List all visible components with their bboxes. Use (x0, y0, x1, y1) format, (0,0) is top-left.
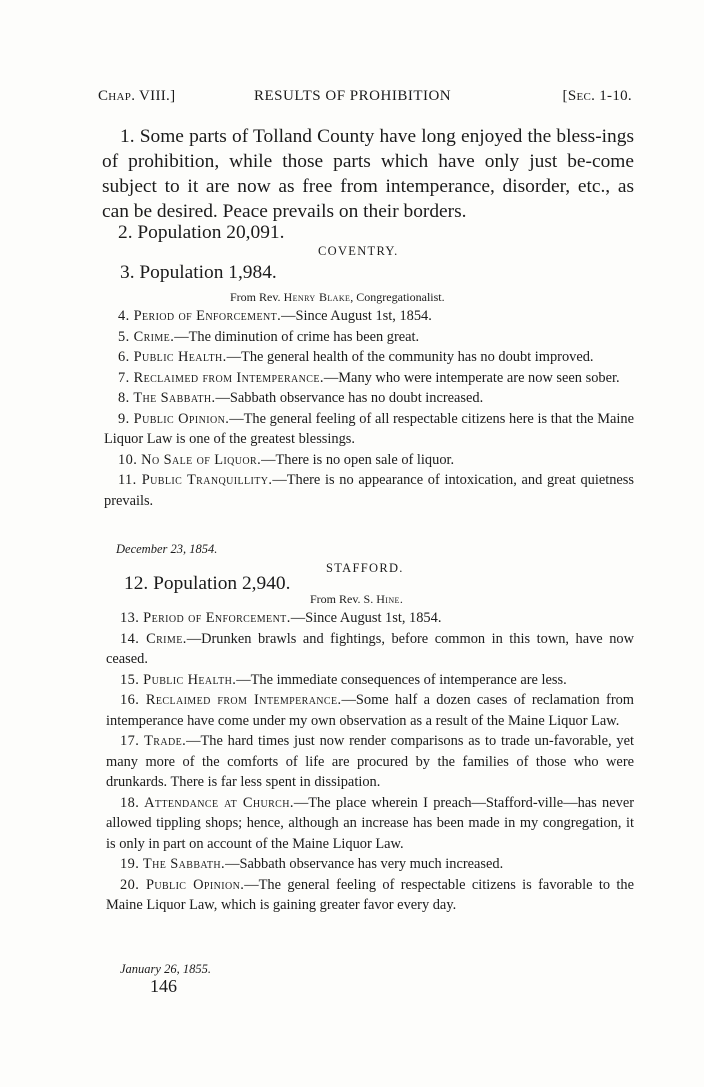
item-19 (106, 854, 634, 875)
item-text: —Since August 1st, 1854. (281, 308, 432, 324)
item-text: —The general health of the community has no doubt improved. (226, 349, 594, 365)
date-stafford: January 26, 1855. (120, 962, 211, 976)
item-17 (106, 731, 634, 793)
item-15 (106, 670, 634, 691)
attribution-prefix: From Rev. (230, 290, 284, 304)
item-text: —The general feeling of all respectable citizens here is that the Maine Liquor Law is one of the greatest blessings. (104, 410, 634, 447)
item-6 (104, 347, 634, 368)
item-label: 6. Public Health. (118, 349, 227, 365)
item-label: 9. Public Opinion. (118, 410, 230, 427)
item-label: 7. Reclaimed from Intemperance. (118, 369, 324, 386)
attribution-stafford (310, 592, 403, 607)
attribution-suffix: . (399, 592, 403, 606)
item-text: —The general feeling of respectable citizens is favorable to the Maine Liquor Law, which is gaining greater favor every day. (106, 876, 634, 913)
item-text: —The diminution of crime has been great. (174, 328, 420, 345)
chapter-label: Chap. VIII.] (98, 88, 176, 104)
item-10 (104, 450, 634, 471)
item-8 (104, 388, 634, 409)
attribution-name: Henry Blake (283, 290, 351, 304)
item-text: —Since August 1st, 1854. (290, 610, 442, 626)
item-text: —The place wherein I preach—Stafford-ville—has never allowed tippling shops; hence, although an increase has been made in my congregation, it is only in part on account of the Maine Liquor Law. (106, 794, 634, 852)
item-label: 4. Period of Enforcement. (118, 308, 282, 324)
coventry-items (104, 306, 634, 511)
attribution-prefix: From Rev. S. (310, 592, 377, 606)
section-label: [Sec. 1-10. (562, 88, 632, 104)
stafford-items (106, 608, 634, 916)
item-label: 8. The Sabbath. (118, 390, 216, 406)
population-tolland: 2. Population 20,091. (118, 222, 285, 243)
running-header (98, 88, 638, 110)
item-4 (104, 306, 634, 327)
item-label: 10. No Sale of Liquor. (118, 451, 262, 468)
item-text: —Sabbath observance has no doubt increased. (215, 390, 484, 406)
population-coventry: 3. Population 1,984. (120, 262, 277, 283)
attribution-coventry (230, 290, 445, 305)
item-11 (104, 470, 634, 511)
attribution-suffix: , Congregationalist. (350, 290, 445, 304)
page-number: 146 (150, 976, 177, 996)
item-label: 13. Period of Enforcement. (120, 610, 291, 626)
item-label: 16. Reclaimed from Intemperance. (120, 692, 342, 708)
attribution-name: Hine (376, 592, 400, 606)
item-13 (106, 608, 634, 629)
item-text: —Many who were intemperate are now seen sober. (323, 369, 620, 386)
item-text: —There is no open sale of liquor. (261, 451, 455, 468)
item-label: 15. Public Health. (120, 671, 237, 688)
item-5 (104, 327, 634, 348)
item-text: —Sabbath observance has very much increased. (225, 856, 504, 872)
item-label: 19. The Sabbath. (120, 856, 226, 872)
item-text: —The hard times just now render comparisons as to trade un-favorable, yet many more of the comforts of life are procured by the families of those who were drunkards. There is far less spent in dissipation. (106, 733, 634, 790)
item-18 (106, 793, 634, 855)
item-text: —Some half a dozen cases of reclamation from intemperance have come under my own observation as a result of the Maine Liquor Law. (106, 692, 635, 729)
item-text: —There is no appearance of intoxication, and great quietness prevails. (104, 472, 634, 509)
item-9 (104, 409, 634, 450)
item-20 (106, 875, 634, 916)
section-heading-stafford: STAFFORD. (326, 561, 404, 575)
item-7 (104, 368, 634, 389)
date-coventry: December 23, 1854. (116, 542, 218, 556)
item-label: 11. Public Tranquillity. (118, 472, 273, 488)
item-text: —Drunken brawls and fightings, before common in this town, have now ceased. (106, 630, 634, 667)
population-stafford: 12. Population 2,940. (124, 573, 291, 594)
item-text: —The immediate consequences of intemperance are less. (236, 671, 567, 688)
section-heading-coventry: COVENTRY. (318, 244, 399, 258)
item-16 (106, 690, 634, 731)
item-label: 17. Trade. (120, 733, 187, 749)
running-title: RESULTS OF PROHIBITION (254, 88, 452, 104)
paragraph-1: 1. Some parts of Tolland County have long enjoyed the bless-ings of prohibition, while those parts which have only just be-come subject to it are now as free from intemperance, disorder, etc., as can be desired. Peace prevails on their borders. (102, 126, 634, 222)
item-label: 18. Attendance at Church. (120, 794, 294, 811)
item-14 (106, 629, 634, 670)
item-label: 5. Crime. (118, 328, 175, 345)
item-label: 14. Crime. (120, 630, 187, 647)
item-label: 20. Public Opinion. (120, 876, 245, 893)
